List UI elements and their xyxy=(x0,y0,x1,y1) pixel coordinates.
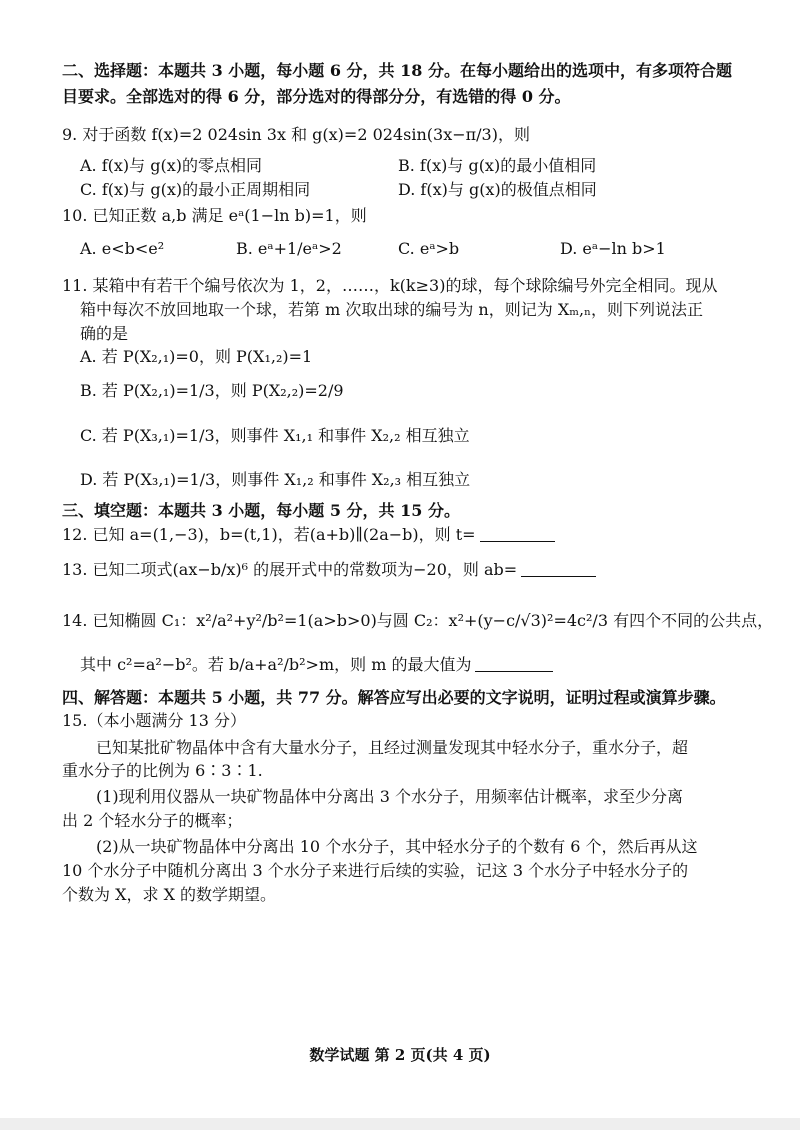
q10-option-a: A. e<b<e² xyxy=(80,239,165,258)
q15-header: 15.（本小题满分 13 分） xyxy=(62,711,246,730)
q9-option-d: D. f(x)与 g(x)的极值点相同 xyxy=(398,180,597,199)
page-footer: 数学试题 第 2 页(共 4 页) xyxy=(309,1046,491,1064)
q11-stem-line1: 11. 某箱中有若干个编号依次为 1，2，……，k(k≥3)的球，每个球除编号外完全相同。现从 xyxy=(62,276,718,295)
scan-bottom-edge xyxy=(0,1118,800,1130)
q9-stem: 9. 对于函数 f(x)=2 024sin 3x 和 g(x)=2 024sin(3x−π/3)，则 xyxy=(62,125,530,144)
q10-option-c: C. eᵃ>b xyxy=(398,239,460,258)
q13-answer-blank[interactable] xyxy=(521,560,596,577)
q14-answer-blank[interactable] xyxy=(475,655,553,672)
q11-stem-line3: 确的是 xyxy=(80,324,129,343)
q15-paragraph1-line2: 重水分子的比例为 6∶3∶1. xyxy=(62,761,263,780)
q9-option-c: C. f(x)与 g(x)的最小正周期相同 xyxy=(80,180,311,199)
q15-part2-line1: (2)从一块矿物晶体中分离出 10 个水分子，其中轻水分子的个数有 6 个，然后再从这 xyxy=(96,837,698,856)
q14-line1: 14. 已知椭圆 C₁：x²/a²+y²/b²=1(a>b>0)与圆 C₂：x²+(y−c/√3)²=4c²/3 有四个不同的公共点， xyxy=(62,611,774,630)
q11-option-a: A. 若 P(X₂,₁)=0，则 P(X₁,₂)=1 xyxy=(80,347,313,366)
q15-part2-line3: 个数为 X，求 X 的数学期望。 xyxy=(62,885,277,904)
q13-text: 13. 已知二项式(ax−b/x)⁶ 的展开式中的常数项为−20，则 ab= xyxy=(62,559,596,581)
q15-part2-line2: 10 个水分子中随机分离出 3 个水分子来进行后续的实验，记这 3 个水分子中轻水分子的 xyxy=(62,861,689,880)
q10-option-b: B. eᵃ+1/eᵃ>2 xyxy=(236,239,342,258)
q15-part1-line1: (1)现利用仪器从一块矿物晶体中分离出 3 个水分子，用频率估计概率，求至少分离 xyxy=(96,787,684,806)
q11-option-d: D. 若 P(X₃,₁)=1/3，则事件 X₁,₂ 和事件 X₂,₃ 相互独立 xyxy=(80,470,471,489)
q10-stem: 10. 已知正数 a,b 满足 eᵃ(1−ln b)=1，则 xyxy=(62,206,367,225)
q9-option-a: A. f(x)与 g(x)的零点相同 xyxy=(80,156,262,175)
section4-heading: 四、解答题：本题共 5 小题，共 77 分。解答应写出必要的文字说明，证明过程或演算步骤。 xyxy=(62,688,726,707)
q11-stem-line2: 箱中每次不放回地取一个球，若第 m 次取出球的编号为 n，则记为 Xₘ,ₙ，则下列说法正 xyxy=(80,300,704,319)
q14-line2: 其中 c²=a²−b²。若 b/a+a²/b²>m，则 m 的最大值为 xyxy=(80,654,553,676)
q12-text: 12. 已知 a=(1,−3)，b=(t,1)，若(a+b)∥(2a−b)，则 t= xyxy=(62,524,555,546)
q15-paragraph1-line1: 已知某批矿物晶体中含有大量水分子，且经过测量发现其中轻水分子，重水分子，超 xyxy=(96,738,689,757)
q11-option-b: B. 若 P(X₂,₁)=1/3，则 P(X₂,₂)=2/9 xyxy=(80,381,344,400)
q11-option-c: C. 若 P(X₃,₁)=1/3，则事件 X₁,₁ 和事件 X₂,₂ 相互独立 xyxy=(80,426,470,445)
section2-heading-line1: 二、选择题：本题共 3 小题，每小题 6 分，共 18 分。在每小题给出的选项中，有多项符合题 xyxy=(62,61,732,80)
q15-part1-line2: 出 2 个轻水分子的概率； xyxy=(62,811,243,830)
q10-option-d: D. eᵃ−ln b>1 xyxy=(560,239,666,258)
q12-answer-blank[interactable] xyxy=(480,525,555,542)
q9-option-b: B. f(x)与 g(x)的最小值相同 xyxy=(398,156,597,175)
section2-heading-line2: 目要求。全部选对的得 6 分，部分选对的得部分分，有选错的得 0 分。 xyxy=(62,87,571,106)
section3-heading: 三、填空题：本题共 3 小题，每小题 5 分，共 15 分。 xyxy=(62,501,460,520)
